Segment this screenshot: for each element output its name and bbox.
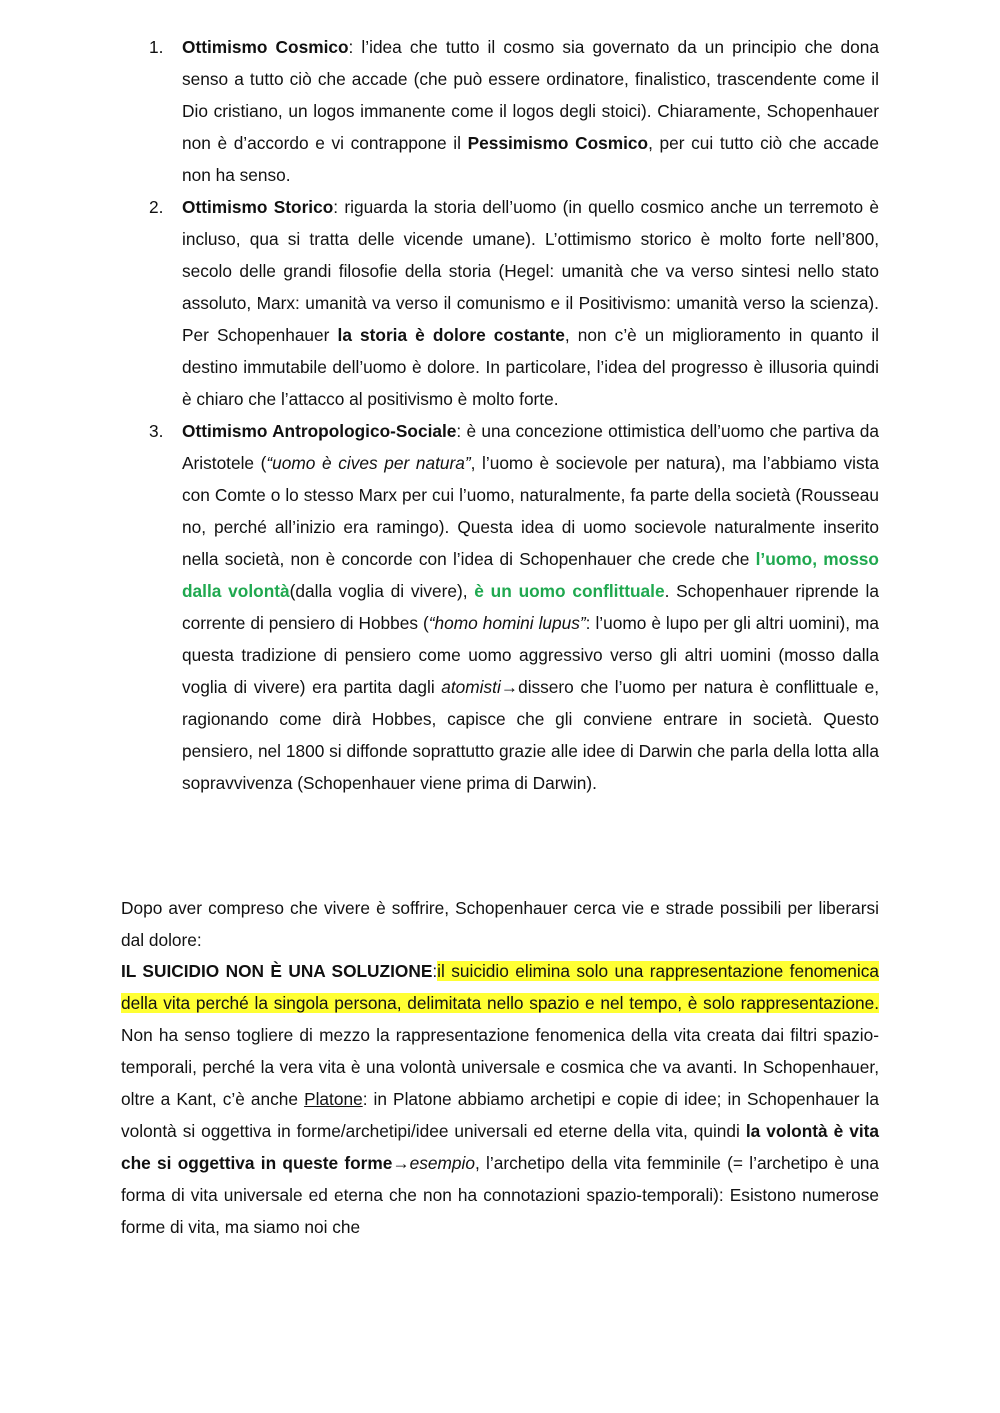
section-heading: IL SUICIDIO NON È UNA SOLUZIONE [121, 961, 433, 981]
text: , l’archetipo della vita femminile (= l’archetipo è una forma di vita universale ed eterna che non ha connotazioni spazio-temporali): Esistono numerose forme di vita, ma siamo noi che [121, 1153, 879, 1237]
arrow-icon: → [392, 1153, 410, 1173]
italic-text: atomisti [441, 677, 501, 697]
list-number: 2. [149, 197, 164, 217]
text: , l’uomo è socievole per natura), ma l’abbiamo vista con Comte o lo stesso Marx per cui l’uomo, naturalmente, fa parte della società (Rousseau no, perché all’inizio era ramingo). Questa idea di uomo socievole naturalmente inserito nella società, non è concorde con l’idea di Schopenhauer che crede che [182, 453, 879, 569]
text: : l’uomo è lupo per gli altri uomini), ma questa tradizione di pensiero come uomo aggressivo verso gli altri uomini (mosso dalla voglia di vivere) era partita dagli [182, 613, 880, 697]
bold-text: la storia è dolore costante [337, 325, 565, 345]
italic-text: esempio [409, 1153, 475, 1173]
list-item [149, 415, 880, 799]
text: Non ha senso togliere di mezzo la rappresentazione fenomenica della vita creata dai filtri spazio-temporali, perché la vera vita è una volontà universale e cosmica che va avanti. In Schopenhauer, oltre a Kant, c’è anche [121, 1025, 879, 1109]
text: (dalla voglia di vivere), [289, 581, 475, 601]
intro-paragraph: Dopo aver compreso che vivere è soffrire, Schopenhauer cerca vie e strade possibili per liberarsi dal dolore: [121, 898, 879, 950]
text: . Schopenhauer riprende la corrente di pensiero di Hobbes ( [182, 581, 879, 633]
list-item [149, 31, 879, 191]
text: : è una concezione ottimistica dell’uomo che partiva da Aristotele ( [182, 421, 879, 473]
italic-text: “uomo è cives per natura” [266, 453, 471, 473]
term: Ottimismo Antropologico-Sociale [182, 421, 457, 441]
italic-text: “homo homini lupus” [428, 613, 586, 633]
list-number: 1. [149, 37, 164, 57]
list-number: 3. [149, 421, 164, 441]
text: : in Platone abbiamo archetipi e copie di idee; in Schopenhauer la volontà si oggettiva in forme/archetipi/idee universali ed eterne della vita, quindi [121, 1089, 879, 1141]
text: , per cui tutto ciò che accade non ha senso. [182, 133, 879, 185]
bold-text: la volontà è vita che si oggettiva in queste forme [121, 1121, 879, 1173]
text: , non c’è un miglioramento in quanto il destino immutabile dell’uomo è dolore. In particolare, l’idea del progresso è illusoria quindi è chiaro che l’attacco al positivismo è molto forte. [182, 325, 879, 409]
optimism-list [149, 31, 880, 799]
bold-text: Pessimismo Cosmico [467, 133, 649, 153]
text: dissero che l’uomo per natura è conflittuale e, ragionando come dirà Hobbes, capisce che gli conviene entrare in società. Questo pensiero, nel 1800 si diffonde soprattutto grazie alle idee di Darwin che parla della lotta alla sopravvivenza (Schopenhauer viene prima di Darwin). [182, 677, 879, 793]
list-item [149, 191, 879, 415]
text: : [432, 961, 438, 981]
underlined-text: Platone [304, 1089, 363, 1109]
term: Ottimismo Storico [182, 197, 334, 217]
green-text: è un uomo conflittuale [474, 581, 665, 601]
arrow-icon: → [500, 677, 519, 697]
green-text: l’uomo, mosso dalla volontà [182, 549, 879, 601]
text: : riguarda la storia dell’uomo (in quello cosmico anche un terremoto è incluso, qua si tratta delle vicende umane). L’ottimismo storico è molto forte nell’800, secolo delle grandi filosofie della storia (Hegel: umanità che va verso sintesi nello stato assoluto, Marx: umanità va verso il comunismo e il Positivismo: umanità verso la scienza). Per Schopenhauer [182, 197, 879, 345]
text: : l’idea che tutto il cosmo sia governato da un principio che dona senso a tutto ciò che accade (che può essere ordinatore, finalistico, trascendente come il Dio cristiano, un logos immanente come il logos degli stoici). Chiaramente, Schopenhauer non è d’accordo e vi contrappone il [182, 37, 879, 153]
highlighted-text: il suicidio elimina solo una rappresentazione fenomenica della vita perché la singola persona, delimitata nello spazio e nel tempo, è solo rappresentazione. [121, 961, 879, 1013]
term: Ottimismo Cosmico [182, 37, 349, 57]
suicide-paragraph [121, 955, 879, 1243]
